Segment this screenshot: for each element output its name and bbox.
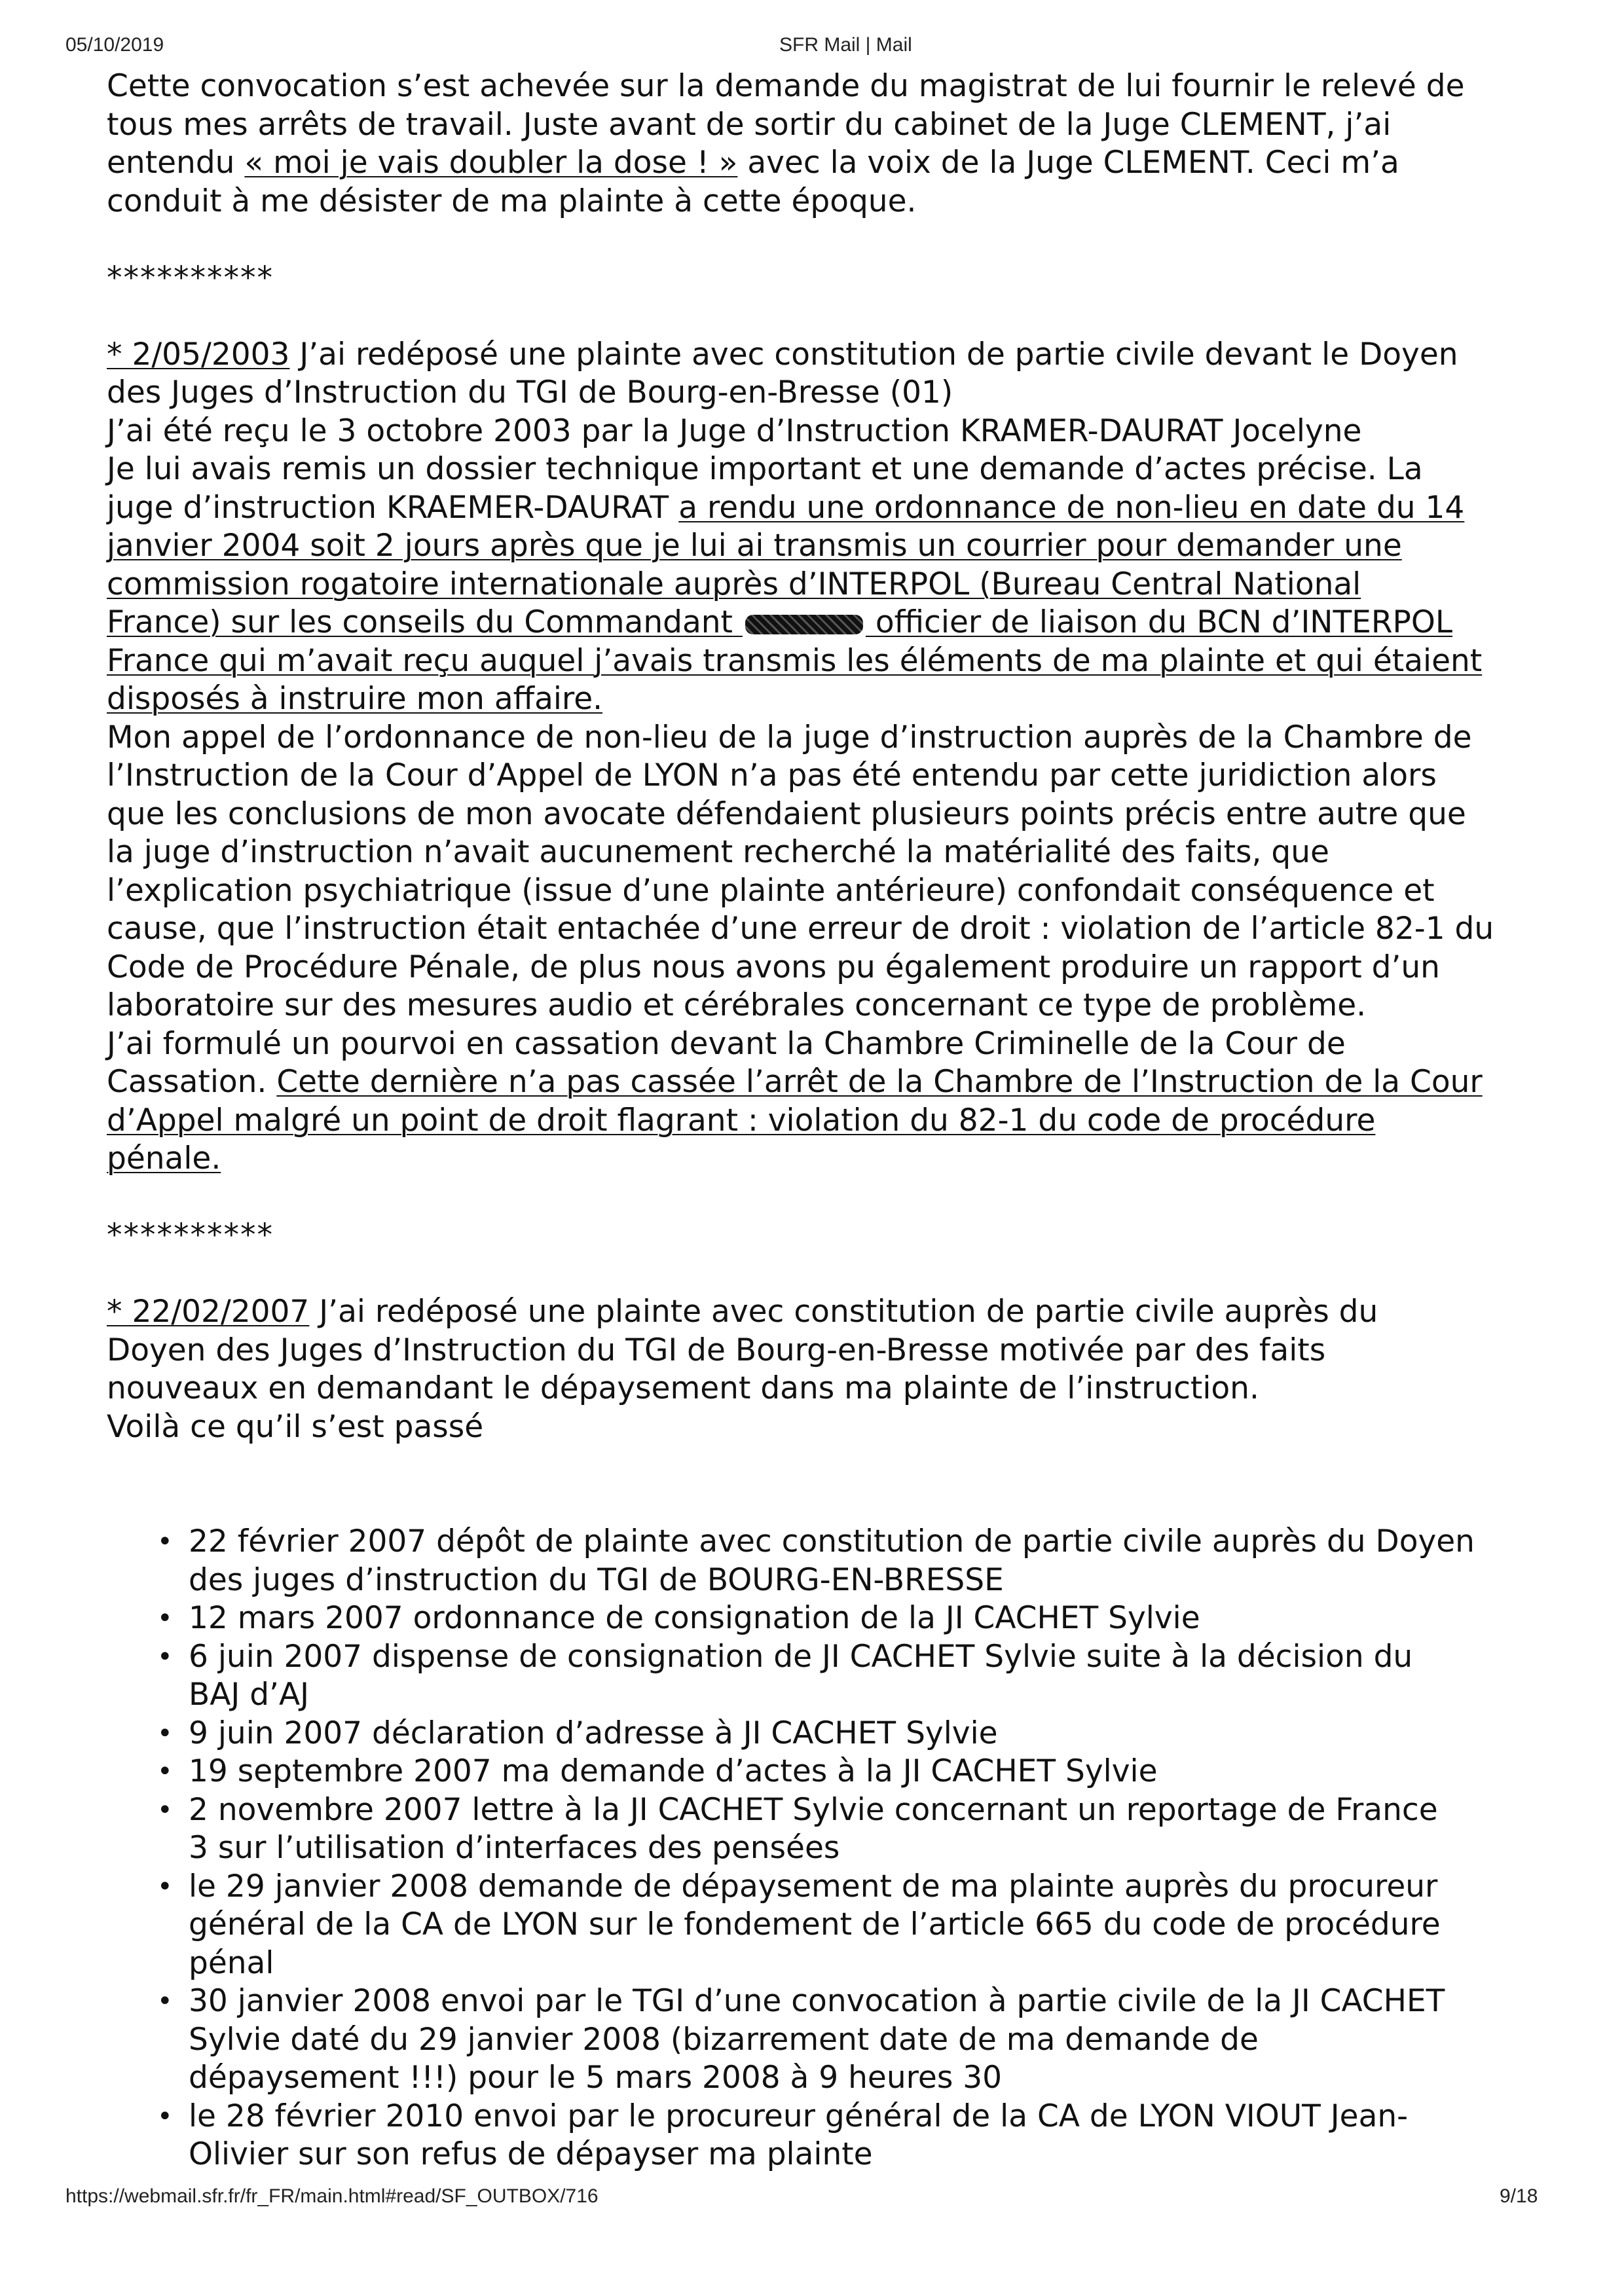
document-body xyxy=(107,67,1494,2174)
bullet-icon: • xyxy=(157,1795,173,1825)
text-run: avec la voix de la Juge CLEMENT. Ceci m’a xyxy=(737,145,1399,181)
underlined-line: janvier 2004 soit 2 jours après que je lui ai transmis un courrier pour demander une xyxy=(107,528,1402,564)
text-line xyxy=(107,336,1458,374)
print-footer-url: https://webmail.sfr.fr/fr_FR/main.html#read/SF_OUTBOX/716 xyxy=(65,2185,599,2207)
list-item xyxy=(107,1638,1416,1715)
text-line xyxy=(107,144,1416,183)
bullet-icon: • xyxy=(157,1757,173,1787)
text-line: 12 mars 2007 ordonnance de consignation de la JI CACHET Sylvie xyxy=(189,1600,1200,1636)
text-line: la juge d’instruction n’avait aucunement recherché la matérialité des faits, que xyxy=(107,834,1329,870)
text-line: l’explication psychiatrique (issue d’une plainte antérieure) confondait conséquence et xyxy=(107,872,1435,909)
text-line: Sylvie daté du 29 janvier 2008 (bizarrement date de ma demande de xyxy=(189,2021,1259,2058)
text-line: J’ai formulé un pourvoi en cassation devant la Chambre Criminelle de la Cour de xyxy=(107,1025,1346,1062)
bullet-icon: • xyxy=(157,2101,173,2132)
text-run: juge d’instruction KRAEMER-DAURAT xyxy=(107,489,679,526)
text-line: Doyen des Juges d’Instruction du TGI de Bourg-en-Bresse motivée par des faits xyxy=(107,1332,1326,1368)
print-header-title: SFR Mail | Mail xyxy=(779,34,912,56)
entry-date: * 2/05/2003 xyxy=(107,336,290,373)
separator-stars: ********** xyxy=(107,1217,274,1253)
underlined-text: Cette dernière n’a pas cassée l’arrêt de la Chambre de l’Instruction de la Cour xyxy=(276,1064,1483,1100)
entry-date: * 22/02/2007 xyxy=(107,1294,310,1330)
text-line xyxy=(107,1063,1483,1102)
text-line: l’Instruction de la Cour d’Appel de LYON n’a pas été entendu par cette juridiction alors xyxy=(107,757,1437,793)
text-run: J’ai redéposé une plainte avec constitution de partie civile devant le Doyen xyxy=(289,336,1458,373)
list-item xyxy=(107,1599,1416,1638)
text-line: des Juges d’Instruction du TGI de Bourg-en-Bresse (01) xyxy=(107,374,953,410)
bullet-icon: • xyxy=(157,1986,173,2016)
text-line: BAJ d’AJ xyxy=(189,1677,309,1713)
text-line: 22 février 2007 dépôt de plainte avec constitution de partie civile auprès du Doyen xyxy=(189,1523,1475,1559)
text-line: le 28 février 2010 envoi par le procureur général de la CA de LYON VIOUT Jean- xyxy=(189,2098,1409,2134)
text-line: Olivier sur son refus de dépayser ma plainte xyxy=(189,2136,873,2172)
text-run: officier de liaison du BCN d’INTERPOL xyxy=(865,604,1453,640)
quote-underlined: « moi je vais doubler la dose ! » xyxy=(244,145,738,181)
text-line: Code de Procédure Pénale, de plus nous avons pu également produire un rapport d’un xyxy=(107,949,1440,985)
separator-stars: ********** xyxy=(107,259,274,296)
page-number: 9/18 xyxy=(1500,2185,1538,2207)
underlined-line xyxy=(107,604,1453,642)
list-item xyxy=(107,1523,1475,1599)
text-line: cause, que l’instruction était entachée d’une erreur de droit : violation de l’article 82-1 du xyxy=(107,911,1494,947)
text-run: entendu xyxy=(107,145,245,181)
text-line: nouveaux en demandant le dépaysement dans ma plainte de l’instruction. xyxy=(107,1370,1259,1406)
text-line: 30 janvier 2008 envoi par le TGI d’une convocation à partie civile de la JI CACHET xyxy=(189,1983,1445,2019)
list-item xyxy=(107,2098,1416,2174)
text-line: 19 septembre 2007 ma demande d’actes à la JI CACHET Sylvie xyxy=(189,1753,1158,1789)
text-line: laboratoire sur des mesures audio et cérébrales concernant ce type de problème. xyxy=(107,987,1367,1023)
text-line: tous mes arrêts de travail. Juste avant de sortir du cabinet de la Juge CLEMENT, j’ai xyxy=(107,106,1392,143)
timeline-list xyxy=(107,1523,1475,2174)
paragraph-convocation xyxy=(107,67,1465,221)
text-line: dépaysement !!!) pour le 5 mars 2008 à 9 heures 30 xyxy=(189,2060,1003,2096)
text-line: pénal xyxy=(189,1944,274,1981)
text-run: Cassation. xyxy=(107,1064,277,1100)
list-item xyxy=(107,1715,1416,1753)
bullet-icon: • xyxy=(157,1871,173,1902)
list-item xyxy=(107,1868,1441,1983)
text-line: Voilà ce qu’il s’est passé xyxy=(107,1408,484,1445)
text-line: Je lui avais remis un dossier technique important et une demande d’actes précise. La xyxy=(107,451,1423,487)
list-item xyxy=(107,1982,1445,2098)
text-line: Cette convocation s’est achevée sur la demande du magistrat de lui fournir le relevé de xyxy=(107,68,1465,104)
text-run: J’ai redéposé une plainte avec constitution de partie civile auprès du xyxy=(309,1294,1378,1330)
text-line xyxy=(107,1293,1416,1332)
text-line: que les conclusions de mon avocate défendaient plusieurs points précis entre autre que xyxy=(107,795,1466,832)
text-line: Mon appel de l’ordonnance de non-lieu de la juge d’instruction auprès de la Chambre de xyxy=(107,719,1472,756)
text-line: 9 juin 2007 déclaration d’adresse à JI CACHET Sylvie xyxy=(189,1715,998,1751)
paragraph-2003-complaint xyxy=(107,336,1494,1178)
text-line: général de la CA de LYON sur le fondement de l’article 665 du code de procédure xyxy=(189,1906,1441,1942)
redacted-name xyxy=(745,615,863,634)
underlined-line: disposés à instruire mon affaire. xyxy=(107,681,603,717)
paragraph-2007-complaint xyxy=(107,1293,1416,1446)
bullet-icon: • xyxy=(157,1641,173,1672)
underlined-line: France qui m’avait reçu auquel j’avais transmis les éléments de ma plainte et qui étaient xyxy=(107,642,1483,679)
text-line: J’ai été reçu le 3 octobre 2003 par la Juge d’Instruction KRAMER-DAURAT Jocelyne xyxy=(107,412,1362,449)
text-line: conduit à me désister de ma plainte à cette époque. xyxy=(107,183,917,219)
bullet-icon: • xyxy=(157,1527,173,1557)
underlined-text: a rendu une ordonnance de non-lieu en date du 14 xyxy=(678,489,1465,526)
text-line: 3 sur l’utilisation d’interfaces des pensées xyxy=(189,1830,840,1866)
list-item xyxy=(107,1791,1438,1868)
bullet-icon: • xyxy=(157,1603,173,1633)
text-line: des juges d’instruction du TGI de BOURG-EN-BRESSE xyxy=(189,1561,1004,1598)
underlined-line: pénale. xyxy=(107,1140,221,1176)
underlined-line: d’Appel malgré un point de droit flagrant : violation du 82-1 du code de procédure xyxy=(107,1102,1376,1139)
text-line: 2 novembre 2007 lettre à la JI CACHET Sylvie concernant un reportage de France xyxy=(189,1791,1438,1828)
list-item xyxy=(107,1753,1416,1791)
text-line xyxy=(107,489,1465,528)
text-line: 6 juin 2007 dispense de consignation de JI CACHET Sylvie suite à la décision du xyxy=(189,1638,1413,1675)
bullet-icon: • xyxy=(157,1718,173,1749)
underlined-line: commission rogatoire internationale auprès d’INTERPOL (Bureau Central National xyxy=(107,566,1361,602)
text-line: le 29 janvier 2008 demande de dépaysement de ma plainte auprès du procureur xyxy=(189,1868,1438,1904)
text-run: France) sur les conseils du Commandant xyxy=(107,604,743,640)
print-header-date: 05/10/2019 xyxy=(65,34,164,56)
